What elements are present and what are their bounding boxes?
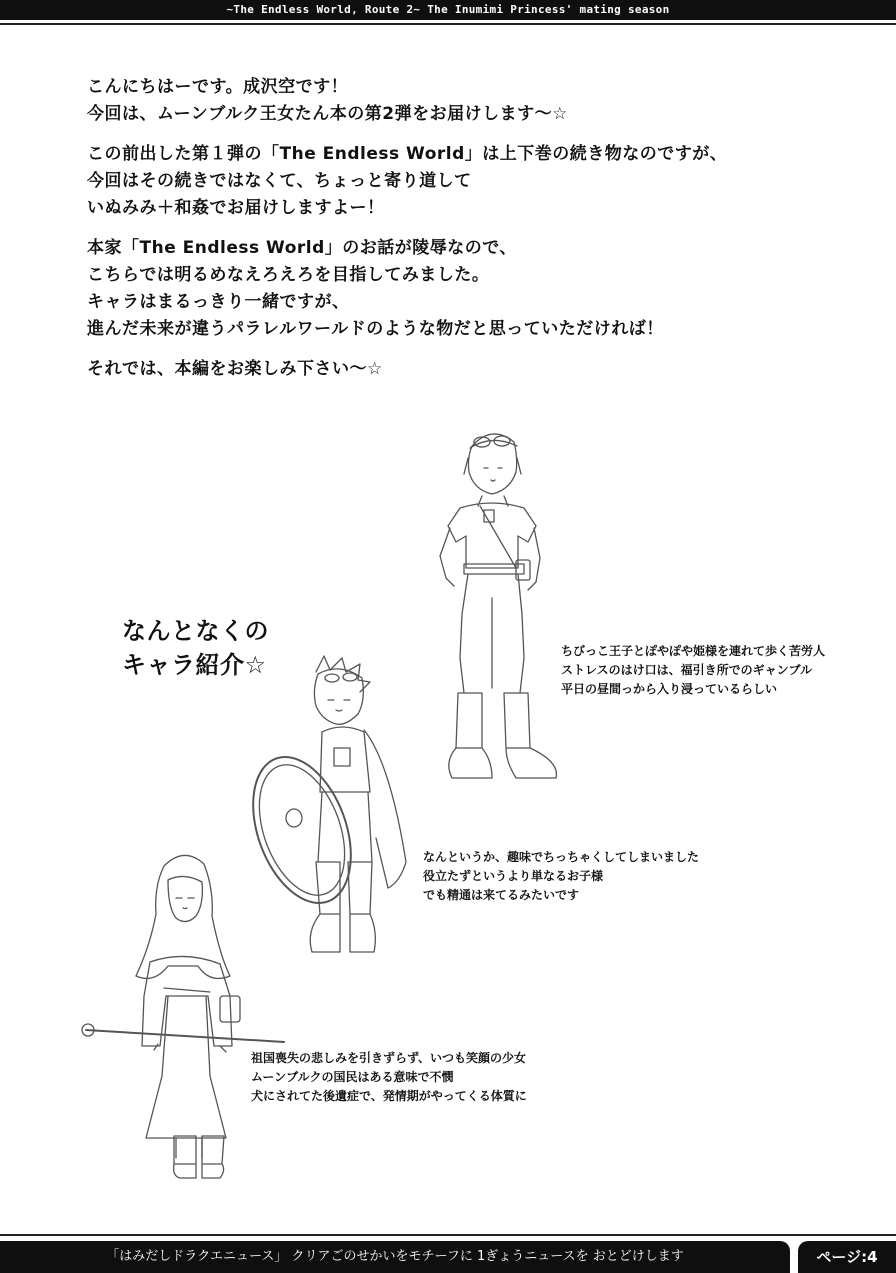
intro-line: それでは、本編をお楽しみ下さい～☆	[87, 359, 383, 379]
header-title: ~The Endless World, Route 2~ The Inumimi Princess' mating season	[0, 0, 896, 20]
intro-line: いぬみみ＋和姦でお届けしますよー！	[87, 198, 385, 218]
intro-paragraph-2	[87, 141, 847, 222]
intro-paragraph-4	[87, 356, 847, 383]
intro-line: こちらでは明るめなえろえろを目指してみました。	[87, 265, 490, 285]
intro-line: キャラはまるっきり一緒ですが、	[87, 292, 350, 312]
intro-line: 今回は、ムーンブルク王女たん本の第2弾をお届けします～☆	[87, 104, 568, 124]
character-intro-heading	[122, 614, 269, 682]
hero-caption	[561, 642, 825, 699]
hero-character-illustration	[420, 418, 565, 788]
prince-caption	[423, 848, 699, 905]
caption-line: 平日の昼間っから入り浸っているらしい	[561, 682, 778, 696]
intro-text	[87, 74, 847, 396]
caption-line: でも精通は来てるみたいです	[423, 888, 580, 902]
intro-line: こんにちはーです。成沢空です！	[87, 77, 349, 97]
heading-line: キャラ紹介☆	[122, 651, 267, 679]
intro-paragraph-1	[87, 74, 847, 128]
princess-caption	[251, 1049, 527, 1106]
caption-line: ムーンブルクの国民はある意味で不憫	[251, 1070, 454, 1084]
caption-line: 役立たずというより単なるお子様	[423, 869, 604, 883]
heading-line: なんとなくの	[122, 617, 269, 645]
intro-line: この前出した第１弾の「The Endless World」は上下巻の続き物なのですが、	[87, 144, 728, 164]
footer-news-banner: 「はみだしドラクエニュース」 クリアごのせかいをモチーフに 1ぎょうニュースを おとどけします	[0, 1241, 790, 1273]
caption-line: 祖国喪失の悲しみを引きずらず、いつも笑顔の少女	[251, 1051, 527, 1065]
caption-line: ちびっこ王子とぽやぽや姫様を連れて歩く苦労人	[561, 644, 826, 658]
page-number: ページ:4	[798, 1241, 896, 1273]
caption-line: 犬にされてた後遺症で、発情期がやってくる体質に	[251, 1089, 527, 1103]
princess-character-illustration	[80, 846, 290, 1181]
caption-line: ストレスのはけ口は、福引き所でのギャンブル	[561, 663, 813, 677]
intro-line: 本家「The Endless World」のお話が陵辱なので、	[87, 238, 517, 258]
intro-paragraph-3	[87, 235, 847, 343]
caption-line: なんというか、趣味でちっちゃくしてしまいました	[423, 850, 700, 864]
intro-line: 今回はその続きではなくて、ちょっと寄り道して	[87, 171, 472, 191]
footer-divider	[0, 1234, 896, 1236]
header-divider	[0, 23, 896, 25]
intro-line: 進んだ未来が違うパラレルワールドのような物だと思っていただければ！	[87, 319, 664, 339]
